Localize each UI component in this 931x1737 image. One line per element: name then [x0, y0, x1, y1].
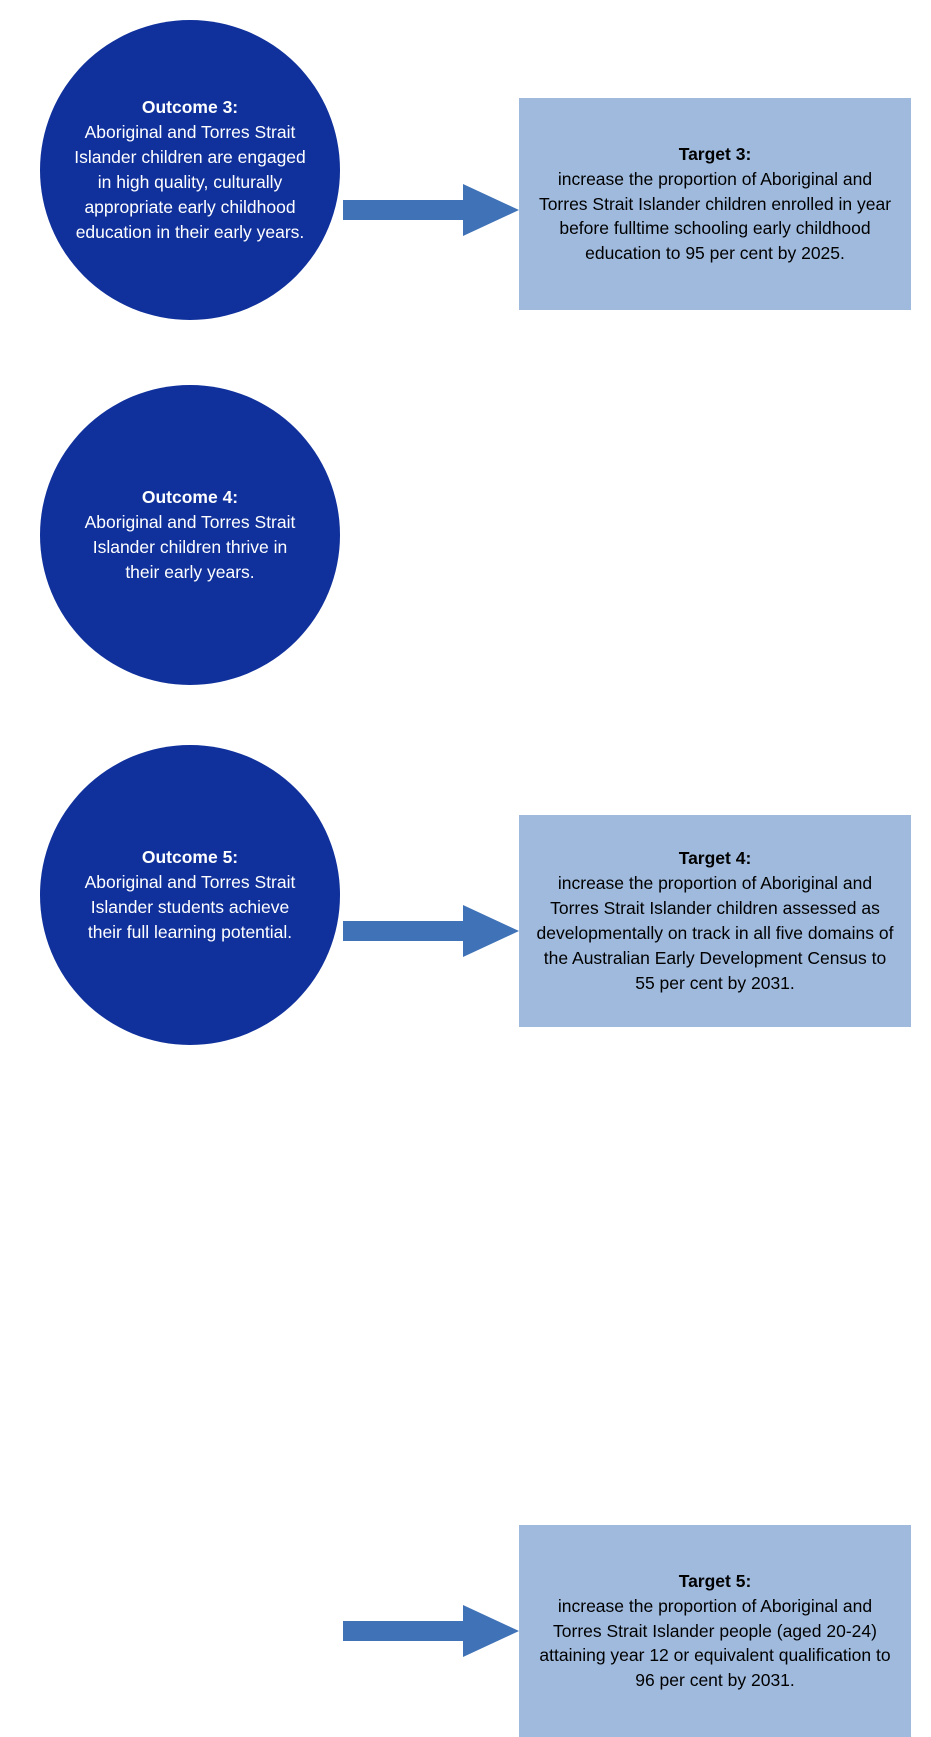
- outcome-circle-3-title: Outcome 3:: [141, 97, 239, 118]
- outcome-circle-5-title: Outcome 5:: [141, 847, 239, 868]
- outcome-circle-5: [40, 745, 340, 1045]
- target-box-5: [519, 1525, 911, 1737]
- target-box-3-content: [535, 142, 895, 266]
- outcome-circle-3-body: Aboriginal and Torres Strait Islander children are engaged in high quality, culturally appropriate early childhood education in their early years.: [74, 122, 306, 242]
- target-box-4-body: increase the proportion of Aboriginal and Torres Strait Islander children assessed as developmentally on track in all five domains of the Australian Early Development Census to 55 per cent by 2031.: [536, 873, 894, 993]
- outcome-circle-4-content: [74, 485, 306, 584]
- target-box-3-title: Target 3:: [678, 143, 752, 164]
- outcome-circle-3-content: [74, 95, 306, 244]
- target-box-3: [519, 98, 911, 310]
- outcome-circle-3: [40, 20, 340, 320]
- outcome-circle-5-content: [74, 845, 306, 944]
- target-box-5-content: [535, 1569, 895, 1693]
- outcome-circle-4-body: Aboriginal and Torres Strait Islander children thrive in their early years.: [84, 512, 296, 582]
- outcome-circle-4-title: Outcome 4:: [141, 487, 239, 508]
- target-box-3-body: increase the proportion of Aboriginal and Torres Strait Islander children enrolled in year before fulltime schooling early childhood education to 95 per cent by 2025.: [538, 168, 892, 264]
- outcome-target-row: [0, 10, 931, 330]
- outcome-target-row: [0, 735, 931, 1691]
- target-box-5-body: increase the proportion of Aboriginal and Torres Strait Islander people (aged 20-24) attaining year 12 or equivalent qualification to 96 per cent by 2031.: [539, 1595, 891, 1691]
- target-box-5-title: Target 5:: [678, 1570, 752, 1591]
- outcome-circle-4: [40, 385, 340, 685]
- target-box-4-title: Target 4:: [678, 848, 752, 869]
- arrow-right-icon-5: [343, 1603, 519, 1659]
- arrow-right-icon-3: [343, 182, 519, 238]
- outcome-circle-5-body: Aboriginal and Torres Strait Islander students achieve their full learning potential.: [84, 872, 296, 942]
